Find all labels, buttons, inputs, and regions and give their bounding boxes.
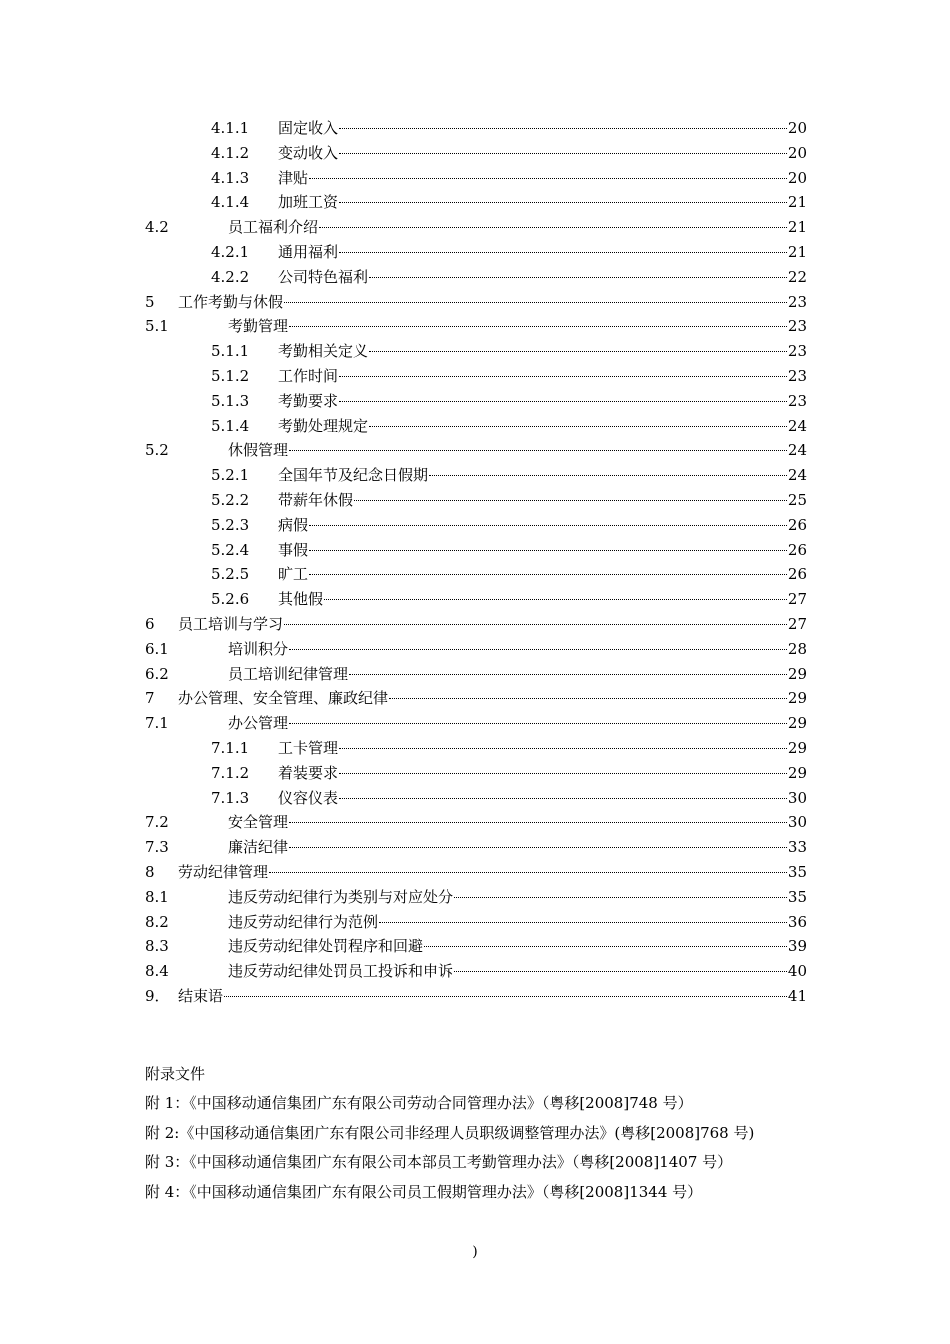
toc-entry-number: 5.2.1 (211, 466, 250, 485)
toc-entry[interactable] (145, 984, 807, 1009)
toc-entry[interactable] (145, 314, 807, 339)
toc-dot-leader (349, 674, 787, 675)
toc-entry-title: 安全管理 (228, 813, 289, 832)
toc-entry-title: 员工培训纪律管理 (228, 664, 349, 683)
toc-entry-page: 29 (787, 714, 807, 733)
toc-entry[interactable] (145, 389, 807, 414)
toc-entry-title: 结束语 (178, 986, 224, 1005)
toc-entry[interactable] (145, 290, 807, 315)
toc-entry-number: 4.2.1 (211, 242, 250, 261)
toc-entry-page: 33 (787, 838, 807, 857)
toc-entry-number: 5.2 (145, 441, 169, 460)
toc-entry-number: 7.1 (145, 714, 169, 733)
toc-entry-page: 23 (787, 317, 807, 336)
toc-entry-number: 5 (145, 292, 155, 311)
toc-entry[interactable] (145, 910, 807, 935)
toc-entry-number: 4.1.2 (211, 143, 250, 162)
toc-entry-number: 4.1.3 (211, 168, 250, 187)
table-of-contents (145, 116, 807, 1009)
toc-entry-number: 4.2 (145, 218, 169, 237)
toc-entry[interactable] (145, 240, 807, 265)
toc-dot-leader (339, 252, 787, 253)
toc-dot-leader (424, 946, 787, 947)
toc-entry-number: 8.1 (145, 887, 169, 906)
page-footer: ) (472, 1244, 478, 1260)
toc-entry-page: 40 (787, 962, 807, 981)
toc-dot-leader (289, 649, 787, 650)
toc-dot-leader (309, 525, 787, 526)
toc-entry-title: 工作考勤与休假 (178, 292, 284, 311)
toc-entry-number: 5.2.3 (211, 515, 250, 534)
toc-entry-title: 其他假 (278, 590, 324, 609)
toc-entry-page: 23 (787, 292, 807, 311)
toc-entry-page: 20 (787, 119, 807, 137)
toc-entry-number: 4.1.1 (211, 119, 250, 137)
toc-entry-page: 24 (787, 466, 807, 485)
toc-entry-number: 7.1.3 (211, 788, 250, 807)
toc-entry-page: 20 (787, 143, 807, 162)
toc-entry-page: 25 (787, 490, 807, 509)
appendix-item: 附 1：《中国移动通信集团广东有限公司劳动合同管理办法》（粤移[2008]748 号） (145, 1094, 693, 1112)
toc-entry-title: 劳动纪律管理 (178, 862, 269, 881)
toc-dot-leader (339, 748, 787, 749)
toc-entry-page: 21 (787, 193, 807, 212)
toc-entry-page: 27 (787, 590, 807, 609)
toc-entry-title: 考勤处理规定 (278, 416, 369, 435)
toc-dot-leader (369, 426, 787, 427)
toc-entry-title: 通用福利 (278, 242, 339, 261)
toc-entry-title: 公司特色福利 (278, 267, 369, 286)
toc-entry-title: 员工福利介绍 (228, 218, 319, 237)
toc-entry[interactable] (145, 959, 807, 984)
toc-entry-page: 30 (787, 788, 807, 807)
toc-entry[interactable] (145, 835, 807, 860)
toc-dot-leader (284, 302, 787, 303)
toc-entry[interactable] (145, 934, 807, 959)
toc-entry[interactable] (145, 166, 807, 191)
toc-entry-page: 26 (787, 515, 807, 534)
toc-entry-number: 5.2.5 (211, 565, 250, 584)
toc-entry-title: 员工培训与学习 (178, 614, 284, 633)
toc-entry[interactable] (145, 786, 807, 811)
toc-dot-leader (289, 326, 787, 327)
toc-entry[interactable] (145, 711, 807, 736)
toc-entry-page: 23 (787, 342, 807, 361)
toc-entry-page: 28 (787, 639, 807, 658)
toc-entry-number: 7.3 (145, 838, 169, 857)
toc-entry[interactable] (145, 736, 807, 761)
toc-entry-title: 带薪年休假 (278, 490, 354, 509)
toc-entry-title: 考勤要求 (278, 391, 339, 410)
toc-entry-title: 仪容仪表 (278, 788, 339, 807)
toc-dot-leader (379, 922, 787, 923)
toc-dot-leader (289, 450, 787, 451)
toc-entry-title: 办公管理 (228, 714, 289, 733)
toc-entry-title: 着装要求 (278, 763, 339, 782)
toc-dot-leader (339, 202, 787, 203)
toc-entry-title: 考勤相关定义 (278, 342, 369, 361)
appendix-item: 附 3：《中国移动通信集团广东有限公司本部员工考勤管理办法》（粤移[2008]1407 号） (145, 1153, 733, 1171)
toc-dot-leader (339, 128, 787, 129)
toc-entry-number: 5.2.4 (211, 540, 250, 559)
toc-entry[interactable] (145, 686, 807, 711)
toc-entry[interactable] (145, 215, 807, 240)
toc-dot-leader (269, 872, 787, 873)
toc-dot-leader (339, 798, 787, 799)
toc-entry[interactable] (145, 364, 807, 389)
toc-entry-page: 22 (787, 267, 807, 286)
toc-entry[interactable] (145, 513, 807, 538)
toc-entry-page: 23 (787, 366, 807, 385)
toc-dot-leader (289, 723, 787, 724)
toc-entry[interactable] (145, 810, 807, 835)
toc-entry-number: 5.1 (145, 317, 169, 336)
toc-entry-page: 27 (787, 614, 807, 633)
toc-dot-leader (319, 227, 787, 228)
toc-dot-leader (309, 574, 787, 575)
toc-entry-title: 工作时间 (278, 366, 339, 385)
appendix-item: 附 4：《中国移动通信集团广东有限公司员工假期管理办法》（粤移[2008]1344 号） (145, 1182, 703, 1201)
toc-entry[interactable] (145, 587, 807, 612)
toc-entry-title: 变动收入 (278, 143, 339, 162)
toc-entry[interactable] (145, 662, 807, 687)
toc-entry-page: 24 (787, 441, 807, 460)
toc-entry-number: 7.1.2 (211, 763, 250, 782)
toc-entry-title: 固定收入 (278, 119, 339, 137)
toc-entry-number: 5.2.2 (211, 490, 250, 509)
toc-dot-leader (454, 971, 787, 972)
toc-entry[interactable] (145, 414, 807, 439)
toc-dot-leader (339, 153, 787, 154)
toc-entry[interactable] (145, 860, 807, 885)
toc-dot-leader (284, 624, 787, 625)
toc-entry-number: 6.1 (145, 639, 169, 658)
toc-entry-number: 4.2.2 (211, 267, 250, 286)
toc-entry-number: 4.1.4 (211, 193, 250, 212)
toc-entry-page: 41 (787, 986, 807, 1005)
toc-entry-title: 全国年节及纪念日假期 (278, 466, 429, 485)
toc-dot-leader (389, 698, 787, 699)
toc-entry[interactable] (145, 612, 807, 637)
toc-entry-number: 7.2 (145, 813, 169, 832)
toc-entry-number: 5.1.4 (211, 416, 250, 435)
toc-entry[interactable] (145, 488, 807, 513)
toc-entry-page: 26 (787, 540, 807, 559)
toc-entry-title: 加班工资 (278, 193, 339, 212)
toc-dot-leader (339, 376, 787, 377)
toc-entry-page: 21 (787, 242, 807, 261)
toc-entry-page: 24 (787, 416, 807, 435)
toc-entry-number: 8.4 (145, 962, 169, 981)
toc-entry[interactable] (145, 116, 807, 141)
toc-entry-page: 23 (787, 391, 807, 410)
appendix-heading: 附录文件 (145, 1065, 206, 1083)
toc-entry-title: 病假 (278, 515, 309, 534)
toc-entry-title: 旷工 (278, 565, 309, 584)
toc-entry-number: 6.2 (145, 664, 169, 683)
toc-entry-title: 违反劳动纪律行为类别与对应处分 (228, 887, 454, 906)
toc-dot-leader (369, 351, 787, 352)
toc-entry[interactable] (145, 637, 807, 662)
toc-entry[interactable] (145, 339, 807, 364)
toc-entry-title: 培训积分 (228, 639, 289, 658)
toc-dot-leader (369, 277, 787, 278)
toc-entry[interactable] (145, 538, 807, 563)
toc-entry-page: 36 (787, 912, 807, 931)
toc-entry-title: 工卡管理 (278, 738, 339, 757)
toc-entry-page: 26 (787, 565, 807, 584)
toc-entry[interactable] (145, 190, 807, 215)
toc-entry[interactable] (145, 562, 807, 587)
toc-entry-number: 8.3 (145, 937, 169, 956)
appendix-item: 附 2:《中国移动通信集团广东有限公司非经理人员职级调整管理办法》(粤移[2008]768 号) (145, 1123, 755, 1142)
toc-entry-number: 8 (145, 862, 155, 881)
toc-dot-leader (224, 996, 787, 997)
toc-entry[interactable] (145, 141, 807, 166)
toc-entry-page: 29 (787, 738, 807, 757)
toc-dot-leader (309, 550, 787, 551)
toc-entry[interactable] (145, 463, 807, 488)
toc-entry-number: 5.1.2 (211, 366, 250, 385)
toc-dot-leader (339, 773, 787, 774)
toc-dot-leader (454, 897, 787, 898)
toc-entry-number: 5.1.3 (211, 391, 250, 410)
toc-entry-number: 8.2 (145, 912, 169, 931)
toc-entry-number: 5.1.1 (211, 342, 250, 361)
toc-entry-page: 29 (787, 763, 807, 782)
toc-entry[interactable] (145, 761, 807, 786)
toc-entry-number: 7.1.1 (211, 738, 250, 757)
toc-entry-page: 21 (787, 218, 807, 237)
toc-dot-leader (289, 822, 787, 823)
toc-entry-number: 6 (145, 614, 155, 633)
toc-entry[interactable] (145, 265, 807, 290)
toc-entry-page: 29 (787, 689, 807, 708)
toc-dot-leader (354, 500, 787, 501)
toc-entry-title: 廉洁纪律 (228, 838, 289, 857)
toc-entry[interactable] (145, 885, 807, 910)
toc-entry[interactable] (145, 438, 807, 463)
toc-entry-page: 35 (787, 862, 807, 881)
toc-entry-title: 考勤管理 (228, 317, 289, 336)
toc-dot-leader (339, 401, 787, 402)
toc-dot-leader (324, 599, 787, 600)
toc-entry-page: 39 (787, 937, 807, 956)
toc-entry-page: 35 (787, 887, 807, 906)
toc-entry-title: 办公管理、安全管理、廉政纪律 (178, 689, 389, 708)
toc-entry-title: 津贴 (278, 168, 309, 187)
toc-entry-page: 30 (787, 813, 807, 832)
toc-entry-title: 休假管理 (228, 441, 289, 460)
toc-entry-title: 违反劳动纪律行为范例 (228, 912, 379, 931)
toc-entry-number: 9． (145, 986, 170, 1005)
toc-entry-number: 5.2.6 (211, 590, 250, 609)
toc-dot-leader (309, 178, 787, 179)
appendix-section (145, 1062, 825, 1209)
toc-dot-leader (429, 475, 787, 476)
toc-entry-title: 事假 (278, 540, 309, 559)
toc-entry-page: 20 (787, 168, 807, 187)
toc-entry-title: 违反劳动纪律处罚员工投诉和申诉 (228, 962, 454, 981)
toc-entry-number: 7 (145, 689, 155, 708)
toc-entry-page: 29 (787, 664, 807, 683)
toc-entry-title: 违反劳动纪律处罚程序和回避 (228, 937, 424, 956)
toc-dot-leader (289, 847, 787, 848)
